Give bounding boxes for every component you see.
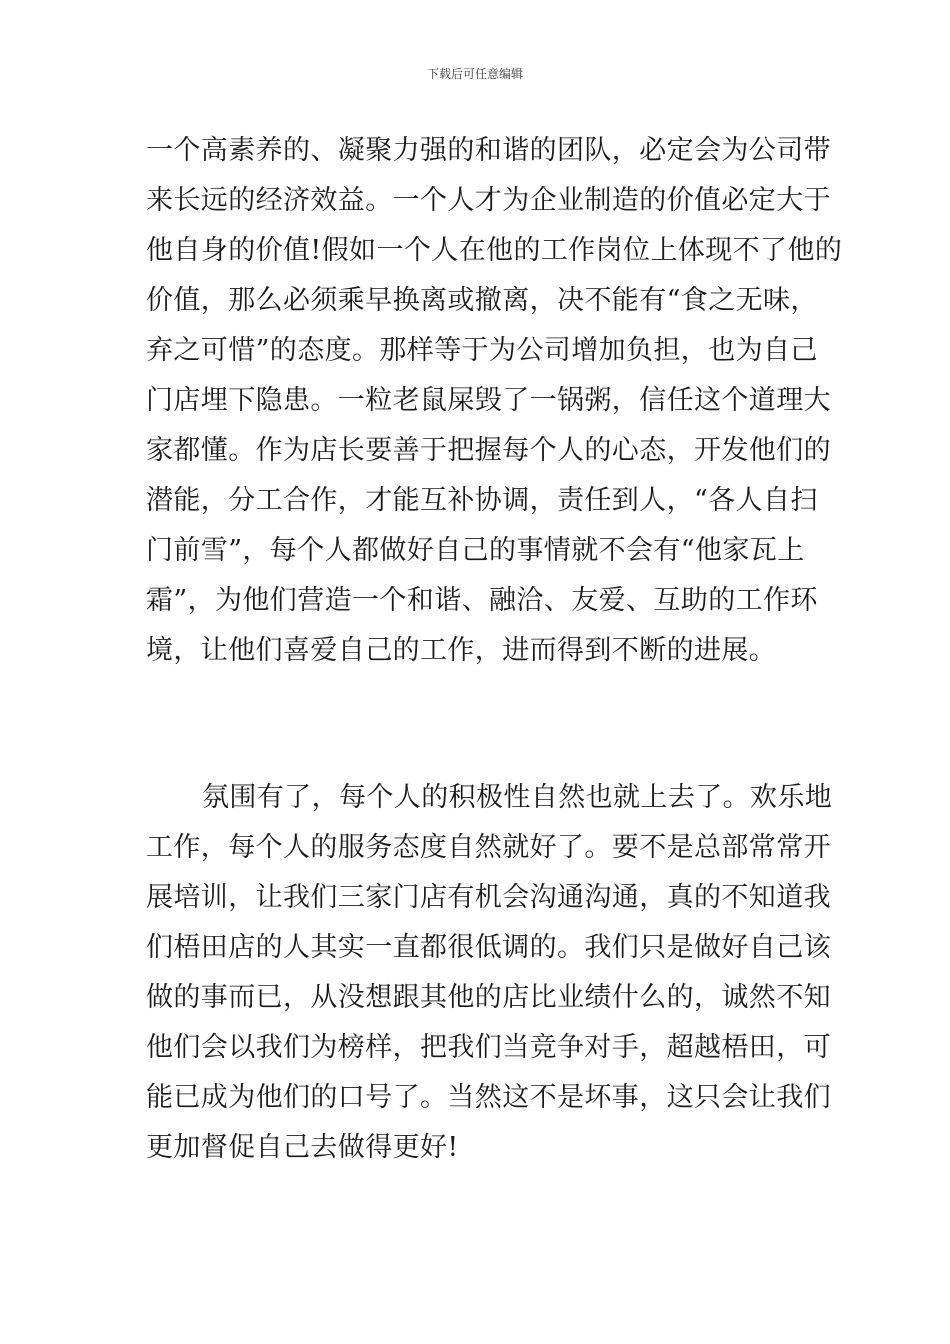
page-header: 下载后可任意编辑 <box>426 67 523 81</box>
text-line: 工作，每个人的服务态度自然就好了。要不是总部常常开 <box>146 832 831 863</box>
text-line: 门店埋下隐患。一粒老鼠屎毁了一锅粥，信任这个道理大 <box>146 385 831 416</box>
text-line: 弃之可惜”的态度。那样等于为公司增加负担，也为自己 <box>146 335 818 366</box>
text-line: 境，让他们喜爱自己的工作，进而得到不断的进展。 <box>146 635 777 666</box>
text-line: 霜”，为他们营造一个和谐、融洽、友爱、互助的工作环 <box>146 585 818 616</box>
text-line: 氛围有了，每个人的积极性自然也就上去了。欢乐地 <box>202 782 833 813</box>
text-line: 们梧田店的人其实一直都很低调的。我们只是做好自己该 <box>146 932 831 963</box>
paragraph-1 <box>146 126 843 676</box>
text-line: 能已成为他们的口号了。当然这不是坏事，这只会让我们 <box>146 1082 831 1113</box>
text-line: 一个高素养的、凝聚力强的和谐的团队，必定会为公司带 <box>146 135 831 166</box>
text-line: 展培训，让我们三家门店有机会沟通沟通，真的不知道我 <box>146 882 831 913</box>
text-line: 潜能，分工合作，才能互补协调，责任到人，“各人自扫 <box>146 485 818 516</box>
text-line: 家都懂。作为店长要善于把握每个人的心态，开发他们的 <box>146 435 831 466</box>
text-line: 更加督促自己去做得更好! <box>146 1132 459 1163</box>
text-line: 他们会以我们为榜样，把我们当竞争对手，超越梧田，可 <box>146 1032 831 1063</box>
text-line: 做的事而已，从没想跟其他的店比业绩什么的，诚然不知 <box>146 982 831 1013</box>
text-line: 价值，那么必须乘早换离或撤离，决不能有“食之无味， <box>146 285 818 316</box>
text-line: 他自身的价值!假如一个人在他的工作岗位上体现不了他的 <box>146 235 843 266</box>
text-line: 来长远的经济效益。一个人才为企业制造的价值必定大于 <box>146 185 831 216</box>
paragraph-2 <box>146 773 833 1173</box>
text-line: 门前雪”，每个人都做好自己的事情就不会有“他家瓦上 <box>146 535 805 566</box>
